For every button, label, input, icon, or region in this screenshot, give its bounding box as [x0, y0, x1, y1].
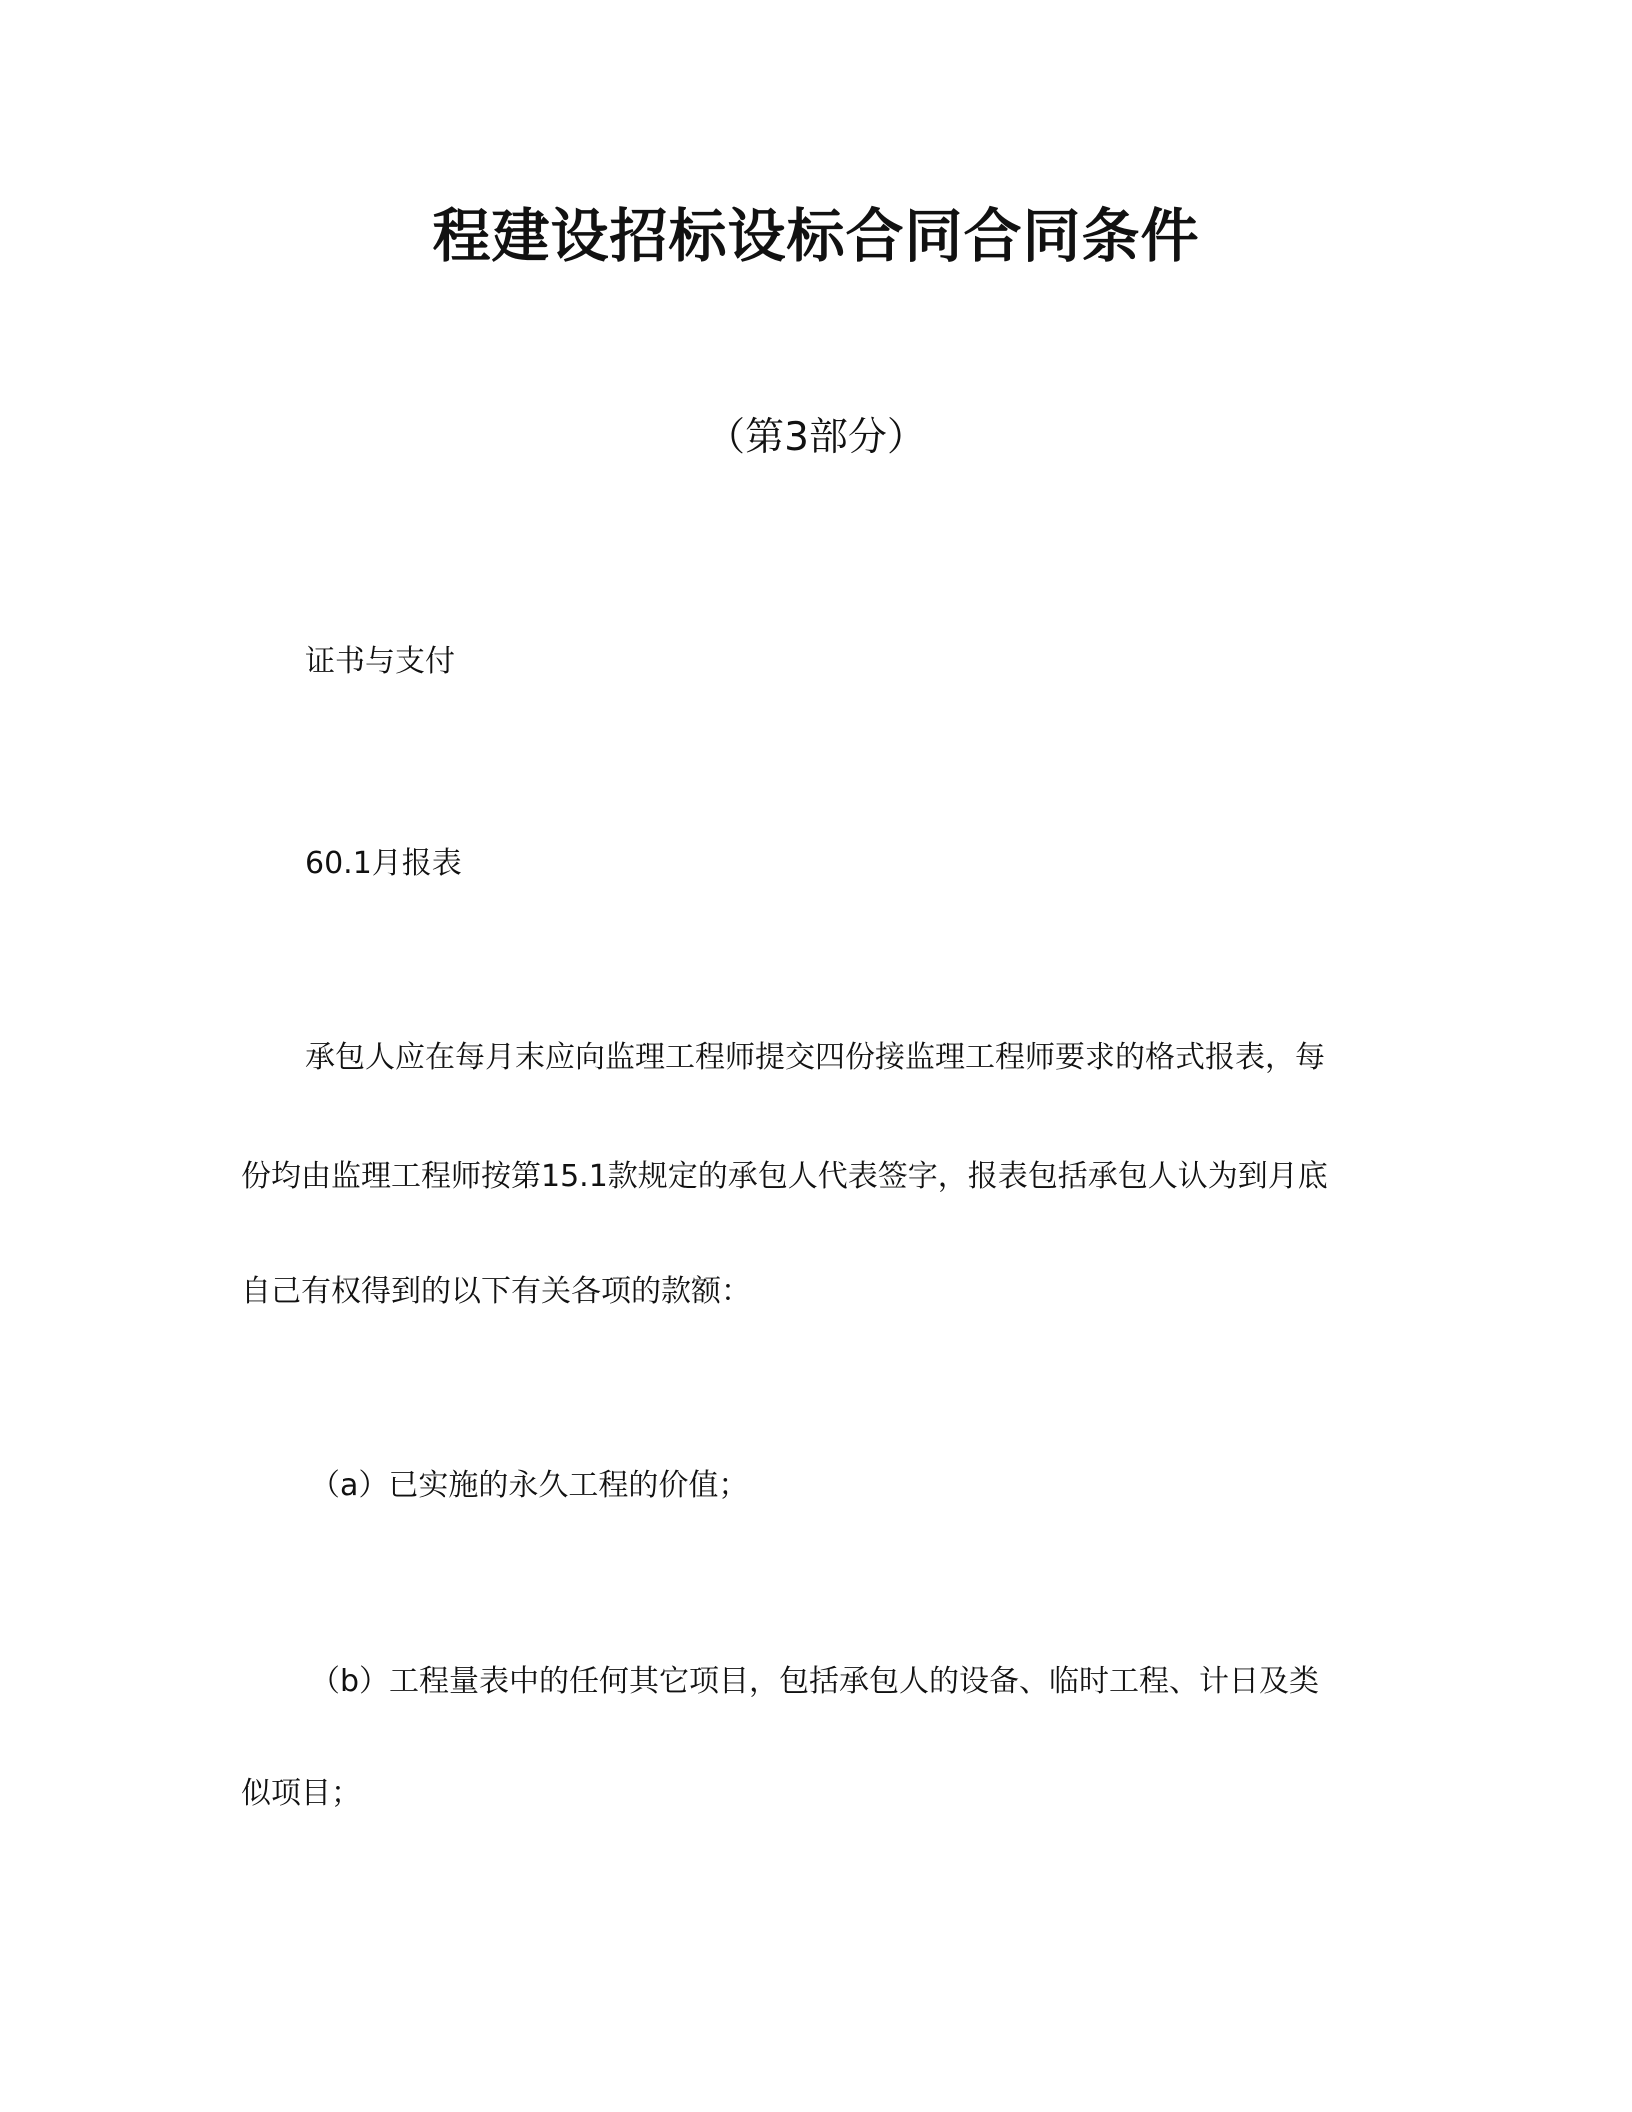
paragraph-line-3: 自己有权得到的以下有关各项的款额： — [241, 1274, 751, 1309]
paragraph-line-2: 份均由监理工程师按第15.1款规定的承包人代表签字，报表包括承包人认为到月底 — [241, 1159, 1328, 1194]
clause-heading: 60.1月报表 — [305, 846, 462, 881]
section-heading: 证书与支付 — [305, 644, 455, 679]
list-item-b-line-2: 似项目； — [241, 1776, 361, 1811]
document-title: 程建设招标设标合同合同条件 — [432, 202, 1200, 270]
document-subtitle: （第3部分） — [706, 415, 926, 460]
paragraph-line-1: 承包人应在每月末应向监理工程师提交四份接监理工程师要求的格式报表，每 — [305, 1040, 1325, 1075]
list-item-b-line-1: （b）工程量表中的任何其它项目，包括承包人的设备、临时工程、计日及类 — [310, 1664, 1320, 1699]
list-item-a: （a）已实施的永久工程的价值； — [310, 1468, 749, 1503]
